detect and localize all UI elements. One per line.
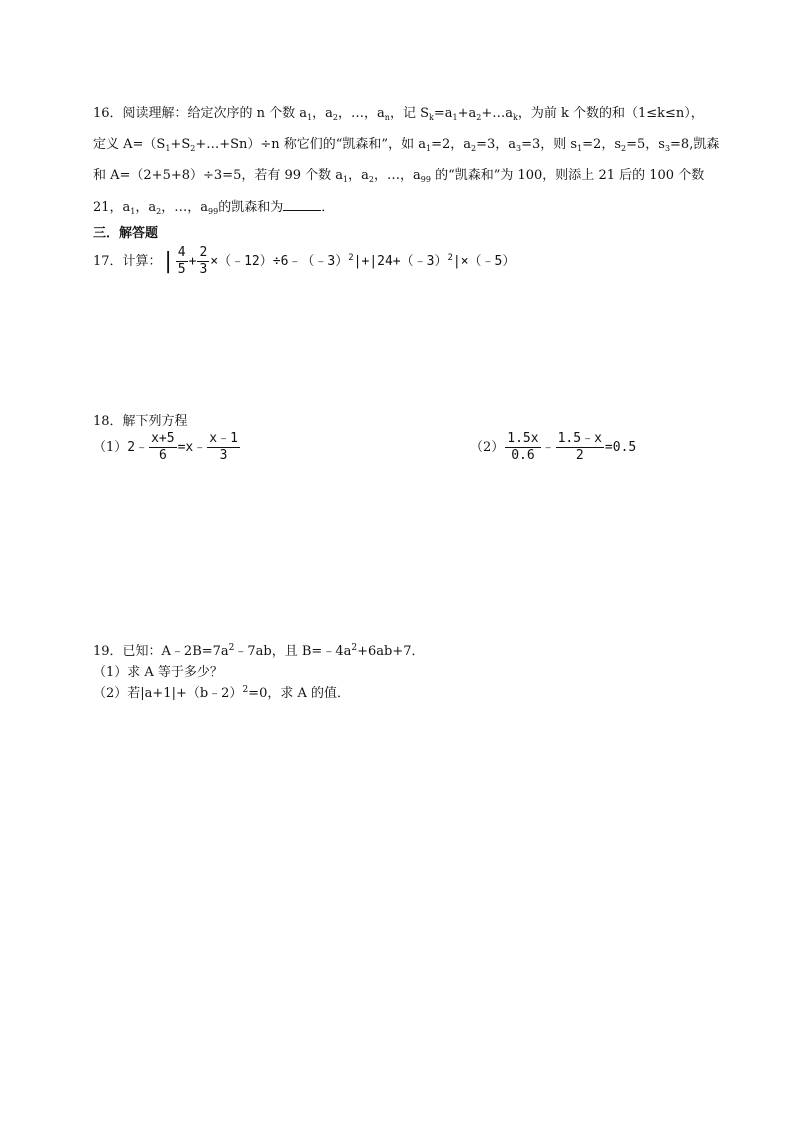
subscript: 2 <box>470 144 477 153</box>
answer-blank[interactable] <box>283 200 321 211</box>
q16-text: =2，a <box>431 137 471 152</box>
expression-part: ×（﹣12）÷6﹣（﹣3） <box>210 254 349 269</box>
q19-text: =0，求 A 的值． <box>248 686 350 701</box>
q19-line-3 <box>93 682 350 701</box>
abs-bar: | <box>161 249 175 274</box>
subscript: 1 <box>307 113 313 122</box>
subscript: 99 <box>208 207 219 216</box>
q19-text: （2）若|a+1|+（b﹣2） <box>93 686 243 701</box>
q16-text: +a <box>457 106 477 121</box>
q18-equation-1 <box>93 432 241 463</box>
q19-text: +6ab+7． <box>357 644 425 659</box>
q16-text: ，a <box>348 168 369 183</box>
exponent: 2 <box>351 643 358 653</box>
q16-text: ，记 S <box>389 106 429 121</box>
subscript: 2 <box>368 175 374 184</box>
q16-text: 的凯森和为 <box>218 200 284 215</box>
q19-line-1 <box>93 640 425 659</box>
q16-text: 的“凯森和”为 100，则添上 21 后的 100 个数 <box>430 168 705 183</box>
q16-line-2 <box>93 133 719 153</box>
subscript: 1 <box>130 207 136 216</box>
operator: ﹣ <box>541 440 555 455</box>
subscript: k <box>428 113 434 122</box>
expression-part: 2﹣ <box>127 440 149 455</box>
q16-text: +…+Sn）÷n 称它们的“凯森和”，如 a <box>195 137 426 152</box>
expression-part: |+|24+（﹣3） <box>353 254 448 269</box>
q19-line-2: （1）求 A 等于多少？ <box>93 665 223 680</box>
expression-part: =0.5 <box>604 440 637 455</box>
numerator: 4 <box>177 245 186 260</box>
part-label: （1） <box>93 440 128 455</box>
subscript: 2 <box>332 113 339 122</box>
fraction <box>197 246 209 277</box>
numerator: 2 <box>199 245 208 260</box>
q16-text: ． <box>321 200 335 215</box>
q19-text: ﹣7ab，且 B=﹣4a <box>234 644 352 659</box>
fraction <box>176 246 188 277</box>
expression-part: =x﹣ <box>177 440 207 455</box>
subscript: 1 <box>577 144 583 153</box>
q16-text: =5，s <box>626 137 665 152</box>
subscript: 2 <box>476 113 482 122</box>
part-label: （2） <box>470 440 505 455</box>
q16-text: =a <box>433 106 453 121</box>
denominator: 3 <box>219 448 228 463</box>
subscript: 1 <box>452 113 458 122</box>
numerator: x﹣1 <box>209 431 238 446</box>
q16-line-1 <box>93 102 704 122</box>
subscript: 2 <box>621 144 627 153</box>
denominator: 2 <box>575 448 584 463</box>
q16-text: ，a <box>135 200 157 215</box>
q16-text: 定义 A=（S <box>93 137 166 152</box>
subscript: 2 <box>156 207 162 216</box>
numerator: 1.5﹣x <box>557 431 602 446</box>
expression-part: |×（﹣5） <box>452 254 516 269</box>
subscript: 3 <box>516 144 522 153</box>
subscript: n <box>384 113 390 122</box>
q16-text: =8,凯森 <box>670 137 720 152</box>
q16-text: 和 A=（2+5+8）÷3=5，若有 99 个数 a <box>93 168 344 183</box>
q19-text: 19．已知：A﹣2B=7a <box>93 644 229 659</box>
subscript: 99 <box>420 175 431 184</box>
subscript: 1 <box>343 175 349 184</box>
q16-text: ，为前 k 个数的和（1≤k≤n）， <box>517 106 704 121</box>
q16-text: ，…，a <box>338 106 385 121</box>
q16-text: 16．阅读理解：给定次序的 n 个数 a <box>93 106 308 121</box>
fraction <box>505 432 540 463</box>
denominator: 0.6 <box>511 448 535 463</box>
fraction <box>556 432 604 463</box>
q16-line-3 <box>93 164 704 184</box>
q16-text: =3，则 s <box>521 137 578 152</box>
subscript: k <box>513 113 518 122</box>
q16-text: =2，s <box>582 137 621 152</box>
fraction <box>149 432 176 463</box>
numerator: x+5 <box>151 431 175 446</box>
subscript: 1 <box>165 144 171 153</box>
q16-text: ，…，a <box>373 168 421 183</box>
denominator: 6 <box>158 448 167 463</box>
q16-text: =3，a <box>476 137 516 152</box>
q16-text: ，a <box>312 106 333 121</box>
q16-text: ，…，a <box>161 200 209 215</box>
q16-line-4 <box>93 196 334 216</box>
subscript: 2 <box>190 144 196 153</box>
subscript: 1 <box>425 144 432 153</box>
section-heading: 三．解答题 <box>93 226 159 241</box>
numerator: 1.5x <box>507 431 539 446</box>
q17-expression <box>93 246 515 277</box>
q16-text: +…a <box>481 106 513 121</box>
denominator: 3 <box>199 262 208 277</box>
exponent: 2 <box>228 643 235 653</box>
operator: + <box>188 254 197 269</box>
q16-text: +S <box>170 137 191 152</box>
subscript: 3 <box>664 144 671 153</box>
fraction <box>207 432 240 463</box>
denominator: 5 <box>177 262 186 277</box>
q16-text: 21，a <box>93 200 131 215</box>
q18-equation-2 <box>470 432 636 463</box>
q17-label: 17．计算： <box>93 254 162 269</box>
exponent: 2 <box>447 253 453 263</box>
q18-title: 18．解下列方程 <box>93 414 188 429</box>
exponent: 2 <box>242 685 249 695</box>
exponent: 2 <box>348 253 354 263</box>
